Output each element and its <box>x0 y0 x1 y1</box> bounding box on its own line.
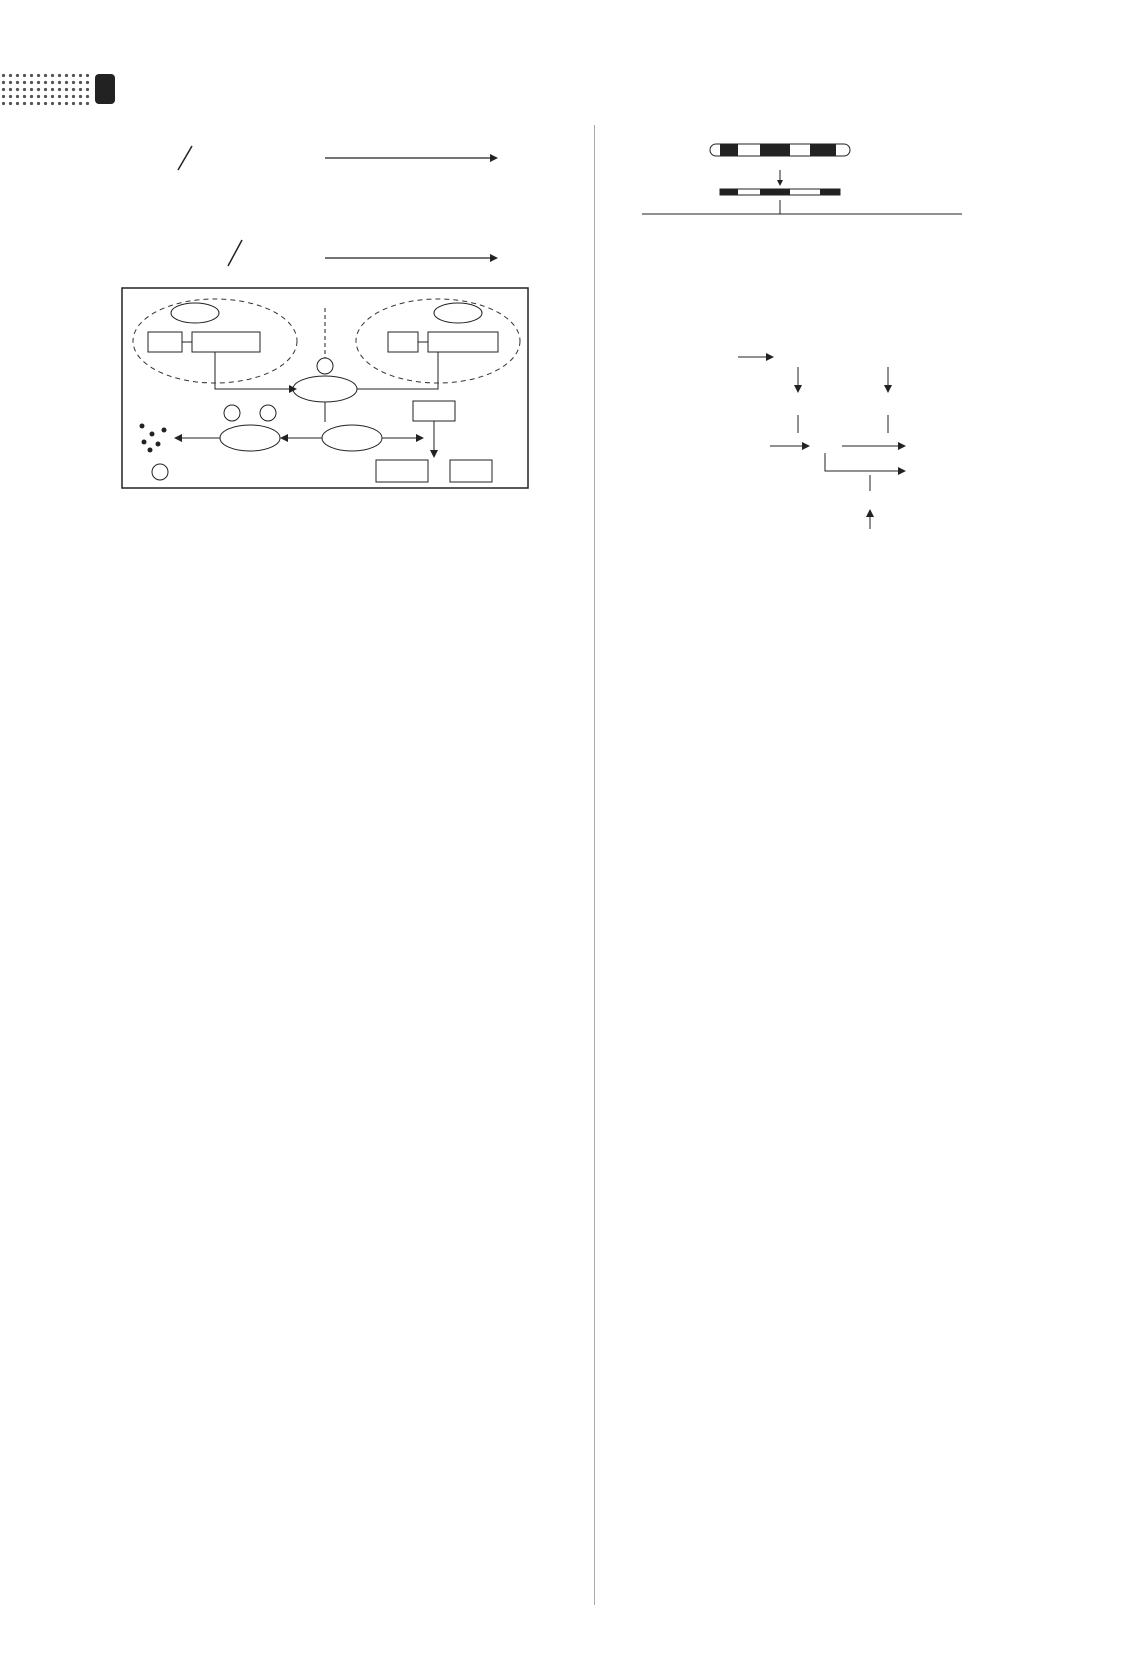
q14-figure <box>620 339 1060 544</box>
q13-figure <box>620 128 1060 333</box>
page-header <box>0 72 560 108</box>
header-badge <box>95 74 115 104</box>
right-column <box>620 122 1060 550</box>
q12-figure <box>120 286 570 491</box>
header-dot-pattern <box>0 72 92 108</box>
q11-figure <box>120 128 570 280</box>
left-column <box>120 122 570 497</box>
column-divider <box>594 125 595 1605</box>
